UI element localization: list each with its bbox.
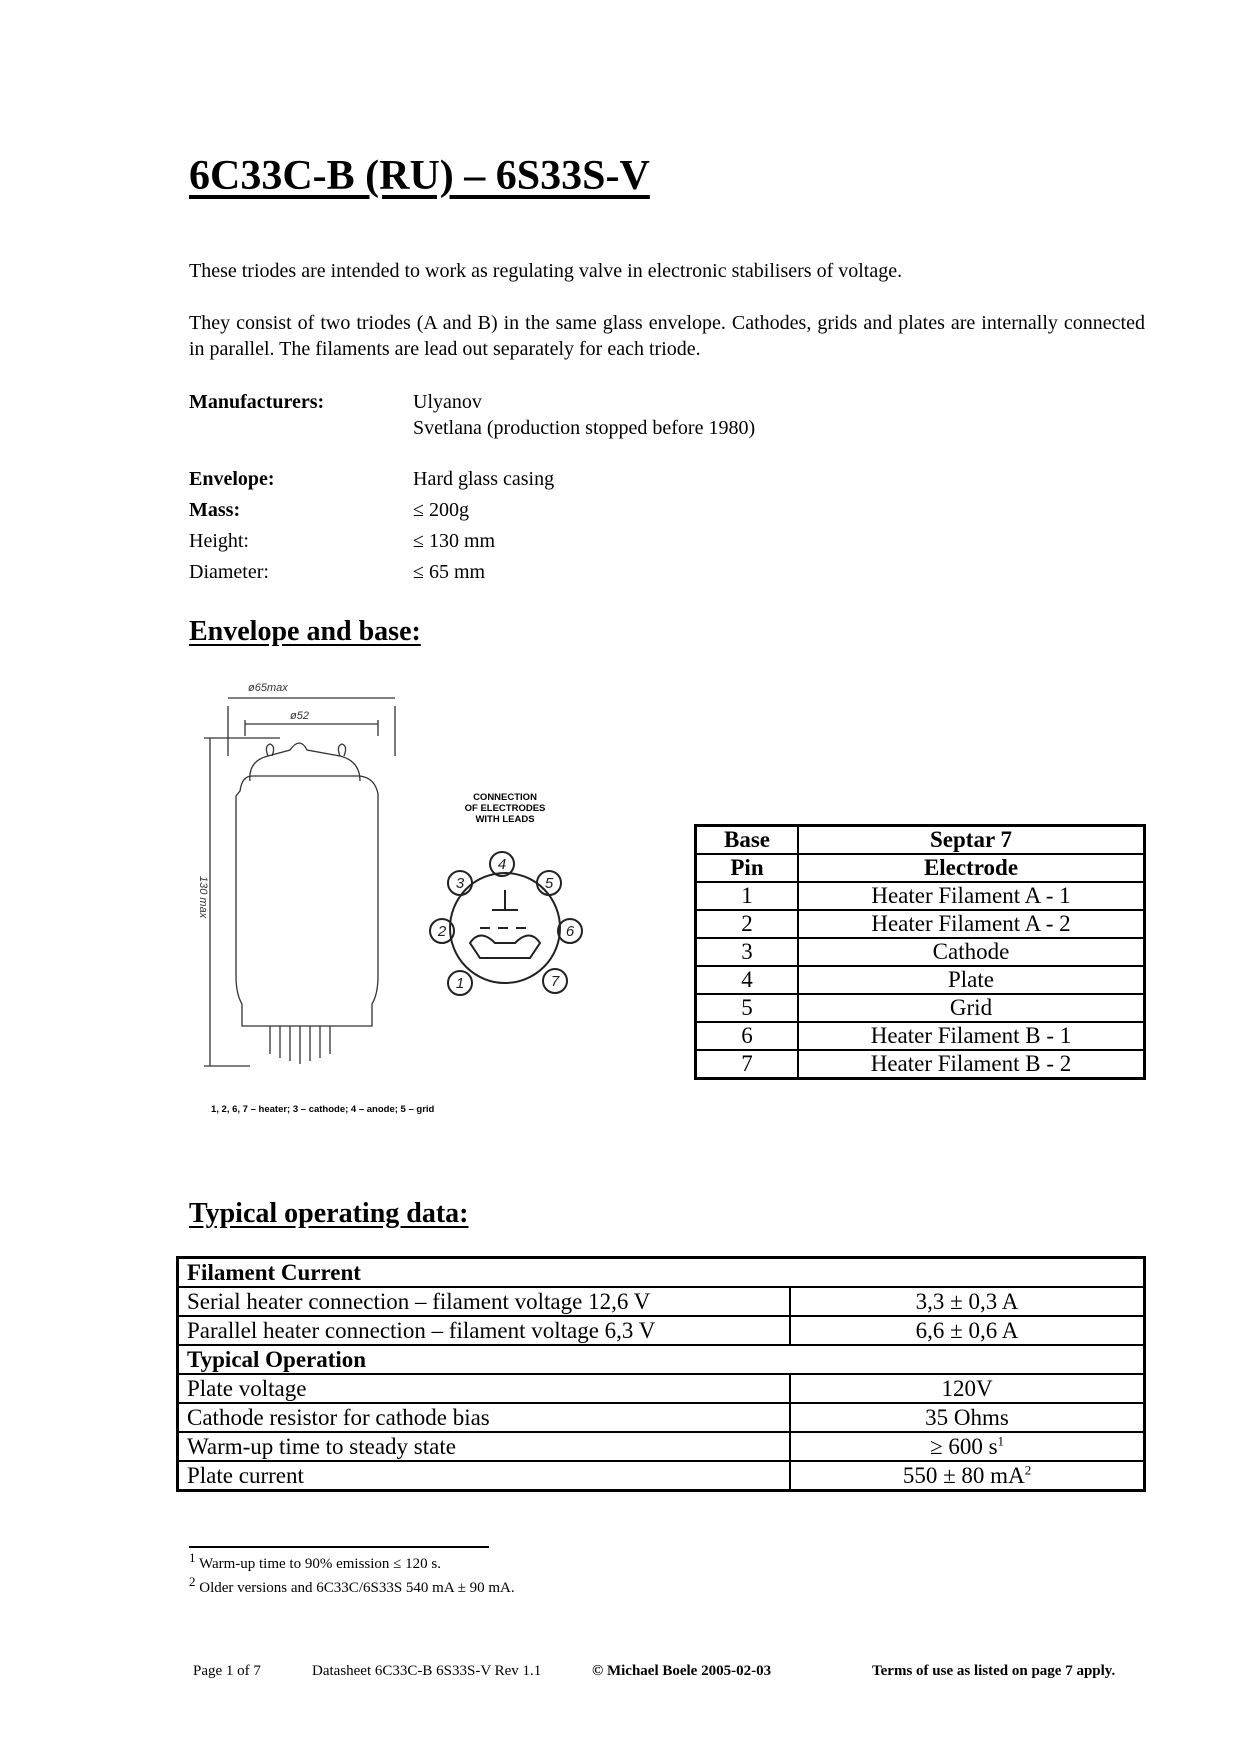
diameter-label: Diameter: (189, 561, 269, 583)
row-value-cell (790, 1432, 1145, 1461)
footnote-ref: 1 (997, 1432, 1005, 1448)
typical-operation-heading: Typical Operation (178, 1345, 1145, 1374)
table-row (178, 1374, 1145, 1403)
electrode-header: Electrode (798, 854, 1145, 882)
operating-data-table (176, 1256, 1146, 1492)
pin-4-label: 4 (497, 856, 507, 873)
table-header-row (696, 826, 1145, 855)
dim-inner-label: ø52 (290, 710, 309, 722)
table-row (178, 1403, 1145, 1432)
footnote-ref: 2 (1024, 1461, 1032, 1477)
drawing-caption: 1, 2, 6, 7 – heater; 3 – cathode; 4 – anode; 5 – grid (211, 1104, 435, 1115)
pin-cell: 4 (696, 966, 799, 994)
electrode-cell: Heater Filament A - 2 (798, 910, 1145, 938)
connection-label: CONNECTION OF ELECTRODES WITH LEADS (464, 792, 546, 825)
pin-1-label: 1 (455, 975, 465, 992)
footnote-1 (189, 1550, 441, 1573)
dim-height-label: 130 max (197, 876, 209, 919)
row-value: ≥ 600 s (929, 1433, 998, 1459)
table-row (696, 910, 1145, 938)
table-row (696, 994, 1145, 1022)
height-label: Height: (189, 530, 249, 552)
pin-3-label: 3 (455, 875, 465, 892)
row-label: Cathode resistor for cathode bias (178, 1403, 791, 1432)
footnote-2 (189, 1574, 515, 1597)
pin-header: Pin (696, 854, 799, 882)
base-header: Base (696, 826, 799, 855)
footer-copyright: © Michael Boele 2005-02-03 (592, 1663, 772, 1679)
height-value: ≤ 130 mm (413, 530, 496, 552)
electrode-cell: Heater Filament A - 1 (798, 882, 1145, 910)
row-label: Serial heater connection – filament voltage 12,6 V (178, 1287, 791, 1316)
pin-cell: 6 (696, 1022, 799, 1050)
base-pin-diagram (420, 848, 595, 1008)
mass-value: ≤ 200g (413, 499, 469, 521)
envelope-section-heading: Envelope and base: (189, 616, 421, 647)
dim-max-label: ø65max (248, 682, 288, 694)
table-row (696, 1050, 1145, 1079)
table-row (696, 966, 1145, 994)
electrode-cell: Cathode (798, 938, 1145, 966)
intro-paragraph-1: These triodes are intended to work as regulating valve in electronic stabilisers of voltage. (189, 260, 903, 282)
row-value-cell (790, 1403, 1145, 1432)
base-pin-table (694, 824, 1146, 1080)
envelope-value: Hard glass casing (413, 468, 555, 490)
footnote-mark: 1 (189, 1550, 196, 1565)
manufacturers-label: Manufacturers: (189, 391, 325, 413)
pin-2-label: 2 (437, 923, 447, 940)
pin-5-label: 5 (544, 875, 554, 892)
page-title: 6C33C-B (RU) – 6S33S-V (189, 153, 650, 199)
row-value-cell (790, 1461, 1145, 1491)
electrode-cell: Heater Filament B - 2 (798, 1050, 1145, 1079)
pin-cell: 2 (696, 910, 799, 938)
row-value-cell (790, 1374, 1145, 1403)
intro-paragraph-2: They consist of two triodes (A and B) in the same glass envelope. Cathodes, grids and plates are internally connected in parallel. The filaments are lead out separately for each triode. (189, 312, 1145, 360)
row-label: Warm-up time to steady state (178, 1432, 791, 1461)
pin-7-label: 7 (550, 973, 560, 990)
table-row (178, 1461, 1145, 1491)
table-row (178, 1432, 1145, 1461)
row-label: Parallel heater connection – filament voltage 6,3 V (178, 1316, 791, 1345)
operating-section-heading: Typical operating data: (189, 1198, 469, 1229)
row-value: 6,6 ± 0,6 A (790, 1316, 1145, 1345)
electrode-cell: Heater Filament B - 1 (798, 1022, 1145, 1050)
manufacturer-1: Ulyanov (413, 391, 482, 413)
table-row (178, 1287, 1145, 1316)
mass-label: Mass: (189, 499, 241, 521)
pin-cell: 1 (696, 882, 799, 910)
pin-cell: 7 (696, 1050, 799, 1079)
row-label: Plate current (178, 1461, 791, 1491)
footer-terms: Terms of use as listed on page 7 apply. (872, 1663, 1116, 1679)
footnote-text: Warm-up time to 90% emission ≤ 120 s. (198, 1556, 441, 1572)
footnote-mark: 2 (189, 1574, 196, 1589)
row-value: 35 Ohms (925, 1404, 1009, 1430)
pin-cell: 5 (696, 994, 799, 1022)
footer-doc: Datasheet 6C33C-B 6S33S-V Rev 1.1 (312, 1663, 542, 1679)
row-value: 3,3 ± 0,3 A (790, 1287, 1145, 1316)
table-row (696, 938, 1145, 966)
row-value: 120V (941, 1375, 993, 1401)
pin-6-label: 6 (565, 923, 575, 940)
footer-page: Page 1 of 7 (193, 1663, 261, 1679)
diameter-value: ≤ 65 mm (413, 561, 486, 583)
table-row (696, 1022, 1145, 1050)
table-row (178, 1316, 1145, 1345)
electrode-cell: Grid (798, 994, 1145, 1022)
filament-current-heading: Filament Current (178, 1258, 1145, 1288)
table-section-row (178, 1258, 1145, 1288)
table-row (696, 882, 1145, 910)
manufacturer-2: Svetlana (production stopped before 1980) (413, 417, 756, 439)
table-header-row (696, 854, 1145, 882)
septar-header: Septar 7 (798, 826, 1145, 855)
footnote-text: Older versions and 6C33C/6S33S 540 mA ± 90 mA. (199, 1580, 515, 1596)
row-label: Plate voltage (178, 1374, 791, 1403)
row-value: 550 ± 80 mA (902, 1462, 1025, 1488)
table-section-row (178, 1345, 1145, 1374)
envelope-label: Envelope: (189, 468, 275, 490)
pin-cell: 3 (696, 938, 799, 966)
electrode-cell: Plate (798, 966, 1145, 994)
footnote-separator (189, 1546, 489, 1548)
